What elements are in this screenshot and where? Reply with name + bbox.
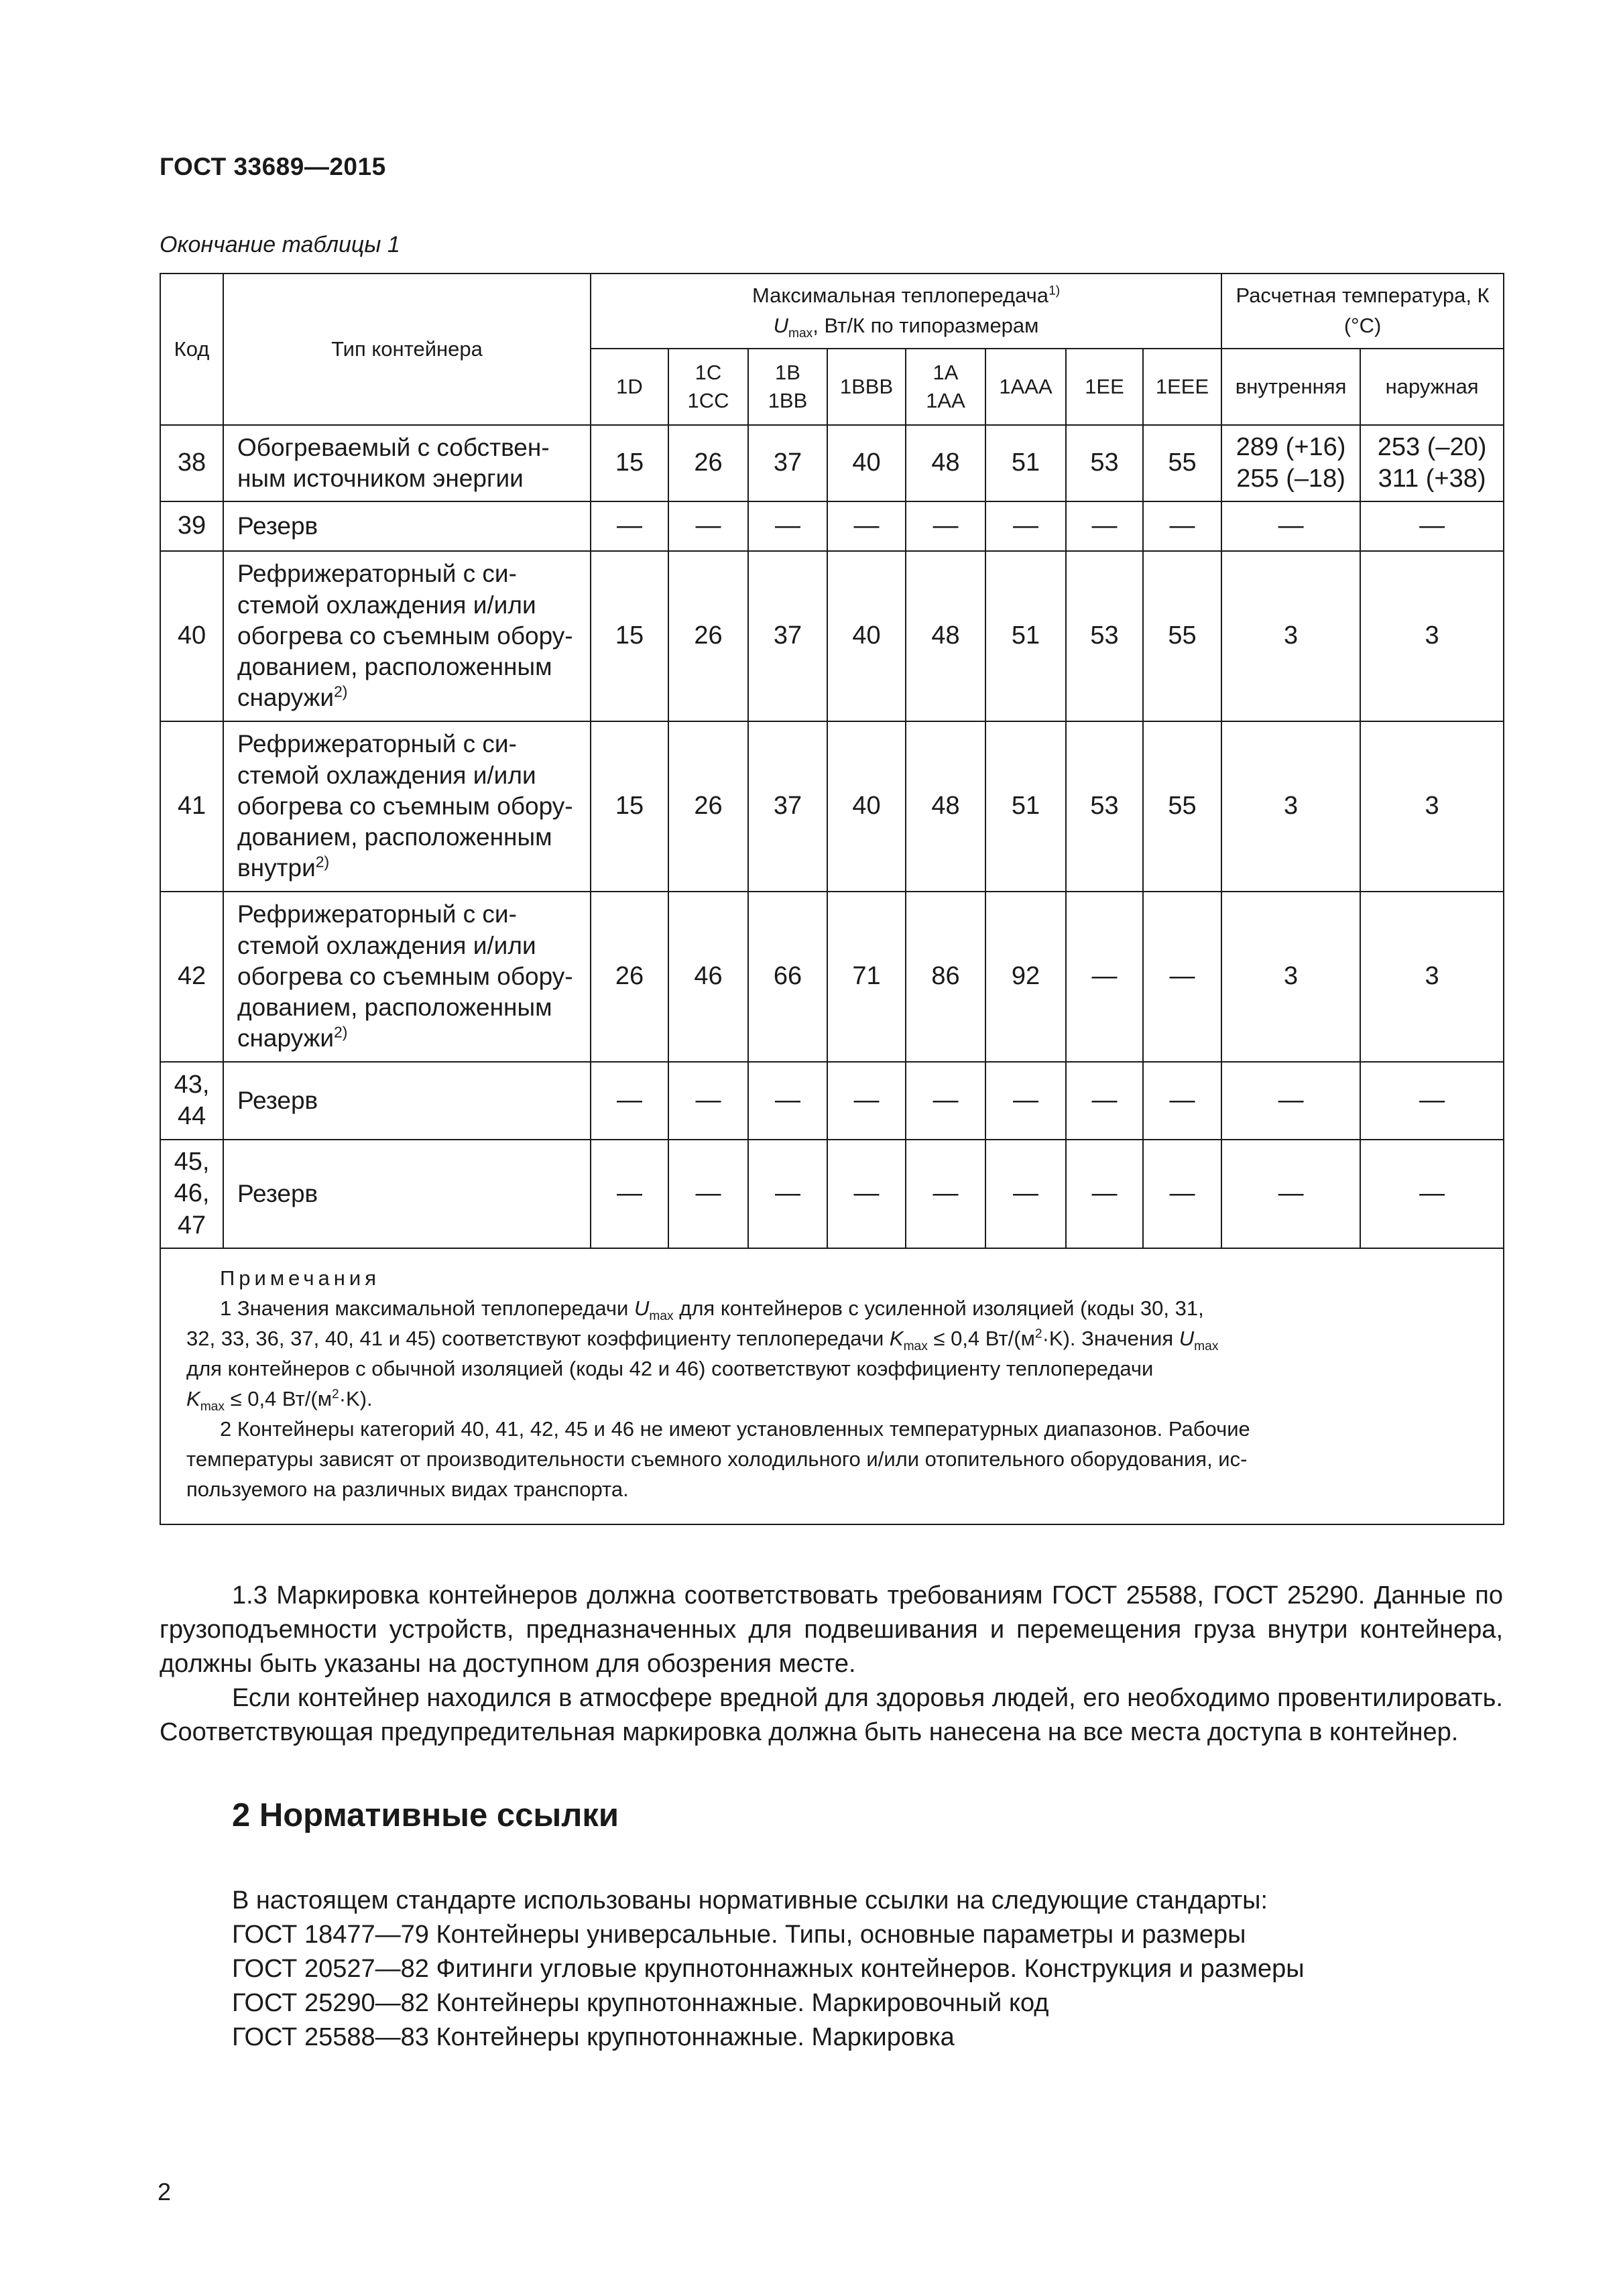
row-value-cell: — (827, 1062, 906, 1140)
row-value-cell: — (906, 1140, 985, 1248)
row-container-type: Рефрижераторный с си- стемой охлаждения и/или обогрева со съемным обору- дованием, расположенным внутри$^{2)}$ (223, 721, 591, 892)
row-value-cell: — (985, 501, 1066, 551)
row-value-cell: 26 (668, 721, 748, 892)
row-temp-inner: 3 (1221, 721, 1360, 892)
reference-item: ГОСТ 25588—83 Контейнеры крупнотоннажные. Маркировка (232, 2023, 955, 2051)
note-1-line-1: 1 Значения максимальной теплопередачи $U_{max}$ для контейнеров с усиленной изоляцией (коды 30, 31, (220, 1296, 1204, 1324)
size-header-cell: 1C 1CC (668, 349, 748, 425)
row-value-cell: 55 (1143, 551, 1221, 721)
reference-item: ГОСТ 25290—82 Контейнеры крупнотоннажные. Маркировочный код (232, 1989, 1049, 2017)
row-value-cell: — (906, 1062, 985, 1140)
table-row (160, 892, 1504, 1062)
table-row (160, 551, 1504, 721)
row-temp-inner: — (1221, 501, 1360, 551)
header-temp-outer: наружная (1360, 349, 1504, 425)
row-value-cell: — (591, 1140, 668, 1248)
row-value-cell: 37 (748, 551, 827, 721)
row-value-cell: 53 (1066, 551, 1143, 721)
header-temp-inner: внутренняя (1221, 349, 1360, 425)
row-value-cell: — (985, 1140, 1066, 1248)
size-header-cell: 1B 1BB (748, 349, 827, 425)
row-value-cell: 40 (827, 721, 906, 892)
reference-item: ГОСТ 18477—79 Контейнеры универсальные. Типы, основные параметры и размеры (232, 1921, 1246, 1949)
row-value-cell: 48 (906, 721, 985, 892)
row-value-cell: — (827, 501, 906, 551)
row-value-cell: 92 (985, 892, 1066, 1062)
section-heading: 2 Нормативные ссылки (232, 1797, 619, 1833)
header-max-heat-transfer: Максимальная теплопередача$^{1)}$ $U_{max}$, Вт/К по типоразмерам (591, 274, 1221, 349)
row-value-cell: — (668, 1062, 748, 1140)
size-header-cell: 1AAA (985, 349, 1066, 425)
row-temp-outer: 253 (–20) 311 (+38) (1360, 425, 1504, 501)
row-value-cell: 40 (827, 425, 906, 501)
row-value-cell: — (591, 501, 668, 551)
row-code: 45, 46, 47 (160, 1140, 223, 1248)
row-code: 42 (160, 892, 223, 1062)
row-code: 41 (160, 721, 223, 892)
row-value-cell: 26 (668, 425, 748, 501)
row-code: 39 (160, 501, 223, 551)
row-value-cell: — (1143, 501, 1221, 551)
row-container-type: Резерв (223, 1140, 591, 1248)
row-value-cell: 55 (1143, 425, 1221, 501)
row-value-cell: 55 (1143, 721, 1221, 892)
table-header-row (160, 274, 1504, 349)
row-temp-outer: — (1360, 1140, 1504, 1248)
row-value-cell: — (1066, 892, 1143, 1062)
table-row (160, 501, 1504, 551)
size-header-cell: 1EEE (1143, 349, 1221, 425)
paragraph-1-3: 1.3 Маркировка контейнеров должна соответствовать требованиям ГОСТ 25588, ГОСТ 25290. Данные по грузоподъемности устройств, предназначенных для подвешивания и перемещения груза внутри контейнера, должны быть указаны на доступном для обозрения месте. (160, 1581, 1503, 1678)
note-1-line-4: $K_{max} \le 0,4$ $Вт/(м^2\cdot K)$. (186, 1386, 373, 1414)
row-value-cell: 53 (1066, 721, 1143, 892)
size-header-cell: 1BBB (827, 349, 906, 425)
row-container-type: Обогреваемый с собствен- ным источником энергии (223, 425, 591, 501)
note-2-line-1: 2 Контейнеры категорий 40, 41, 42, 45 и 46 не имеют установленных температурных диапазонов. Рабочие (220, 1416, 1250, 1441)
row-value-cell: 15 (591, 721, 668, 892)
row-value-cell: 26 (668, 551, 748, 721)
row-value-cell: — (1066, 1140, 1143, 1248)
row-temp-outer: 3 (1360, 892, 1504, 1062)
note-2-line-3: пользуемого на различных видах транспорта. (186, 1477, 629, 1501)
row-value-cell: — (748, 1062, 827, 1140)
row-temp-outer: — (1360, 501, 1504, 551)
row-temp-inner: 289 (+16) 255 (–18) (1221, 425, 1360, 501)
row-temp-inner: — (1221, 1062, 1360, 1140)
row-value-cell: 15 (591, 425, 668, 501)
row-value-cell: 15 (591, 551, 668, 721)
row-code: 43, 44 (160, 1062, 223, 1140)
table-row (160, 721, 1504, 892)
references-intro: В настоящем стандарте использованы нормативные ссылки на следующие стандарты: (232, 1886, 1268, 1915)
row-value-cell: — (1143, 892, 1221, 1062)
row-value-cell: 53 (1066, 425, 1143, 501)
row-value-cell: 26 (591, 892, 668, 1062)
row-value-cell: — (1066, 501, 1143, 551)
document-title: ГОСТ 33689—2015 (160, 153, 386, 180)
paragraph-ventilation: Если контейнер находился в атмосфере вредной для здоровья людей, его необходимо провентилировать. Соответствующая предупредительная маркировка должна быть нанесена на все места доступа в контейнер. (160, 1684, 1503, 1746)
note-2-line-2: температуры зависят от производительности съемного холодильного и/или отопительного оборудования, ис- (186, 1447, 1248, 1471)
row-value-cell: — (1143, 1062, 1221, 1140)
row-value-cell: 37 (748, 721, 827, 892)
row-value-cell: 86 (906, 892, 985, 1062)
row-value-cell: 40 (827, 551, 906, 721)
table-caption: Окончание таблицы 1 (160, 232, 400, 257)
row-value-cell: — (985, 1062, 1066, 1140)
row-code: 38 (160, 425, 223, 501)
table-row (160, 425, 1504, 501)
header-container-type: Тип контейнера (223, 274, 591, 425)
row-value-cell: — (748, 1140, 827, 1248)
row-value-cell: — (906, 501, 985, 551)
row-temp-outer: — (1360, 1062, 1504, 1140)
notes-title: Примечания (220, 1266, 380, 1290)
row-value-cell: 71 (827, 892, 906, 1062)
row-value-cell: — (1066, 1062, 1143, 1140)
table-notes (160, 1248, 1504, 1524)
notes-row (160, 1248, 1504, 1524)
row-value-cell: 51 (985, 721, 1066, 892)
reference-item: ГОСТ 20527—82 Фитинги угловые крупнотоннажных контейнеров. Конструкция и размеры (232, 1955, 1305, 1983)
row-temp-inner: — (1221, 1140, 1360, 1248)
row-container-type: Резерв (223, 501, 591, 551)
row-value-cell: 51 (985, 425, 1066, 501)
row-temp-inner: 3 (1221, 551, 1360, 721)
table-row (160, 1062, 1504, 1140)
row-code: 40 (160, 551, 223, 721)
row-value-cell: — (1143, 1140, 1221, 1248)
note-1-line-2: 32, 33, 36, 37, 40, 41 и 45) соответствуют коэффициенту теплопередачи $K_{max} \le 0,4$ $Вт/(м^2\cdot K)$. Значения $U_{max}$ (186, 1326, 1219, 1354)
header-design-temperature: Расчетная температура, К (°С) (1221, 274, 1504, 349)
row-value-cell: — (668, 501, 748, 551)
row-value-cell: — (748, 501, 827, 551)
row-value-cell: — (591, 1062, 668, 1140)
size-header-cell: 1D (591, 349, 668, 425)
row-value-cell: 48 (906, 425, 985, 501)
row-value-cell: 48 (906, 551, 985, 721)
row-temp-outer: 3 (1360, 721, 1504, 892)
data-table (160, 273, 1504, 1525)
size-header-cell: 1EE (1066, 349, 1143, 425)
size-header-cell: 1A 1AA (906, 349, 985, 425)
row-container-type: Рефрижераторный с си- стемой охлаждения и/или обогрева со съемным обору- дованием, расположенным снаружи$^{2)}$ (223, 892, 591, 1062)
header-code: Код (160, 274, 223, 425)
note-1-line-3: для контейнеров с обычной изоляцией (коды 42 и 46) соответствуют коэффициенту теплопередачи (186, 1356, 1154, 1380)
row-value-cell: 37 (748, 425, 827, 501)
table-row (160, 1140, 1504, 1248)
row-container-type: Резерв (223, 1062, 591, 1140)
row-value-cell: — (827, 1140, 906, 1248)
row-value-cell: 51 (985, 551, 1066, 721)
row-temp-inner: 3 (1221, 892, 1360, 1062)
row-container-type: Рефрижераторный с си- стемой охлаждения и/или обогрева со съемным обору- дованием, расположенным снаружи$^{2)}$ (223, 551, 591, 721)
row-value-cell: — (668, 1140, 748, 1248)
row-value-cell: 46 (668, 892, 748, 1062)
page-number: 2 (158, 2178, 172, 2206)
row-temp-outer: 3 (1360, 551, 1504, 721)
row-value-cell: 66 (748, 892, 827, 1062)
